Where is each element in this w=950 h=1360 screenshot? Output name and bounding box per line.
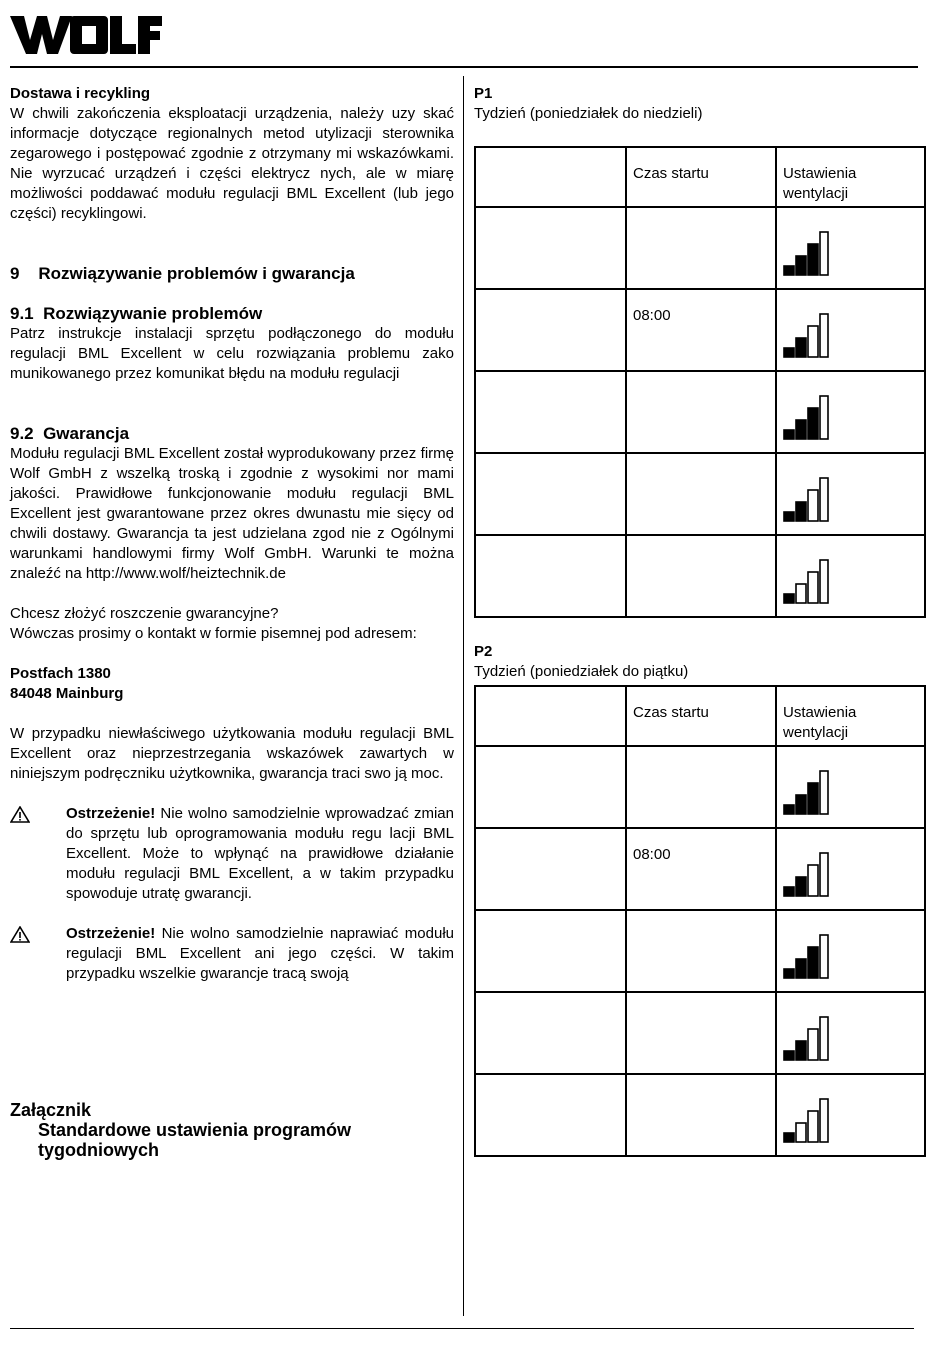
ventilation-bar	[820, 853, 828, 896]
text-line: W przypadku niewłaściwego użytkowania modułu regulacji	[10, 725, 416, 742]
ventilation-bar	[808, 244, 818, 275]
start-time-cell	[626, 535, 776, 617]
header-vent-line: Ustawienia	[783, 165, 857, 182]
text-line: lacji BML Excellent. Może to wpłynąć na prawidłowe	[66, 825, 454, 862]
day-cell	[475, 828, 626, 910]
table-row	[475, 1074, 925, 1156]
text-line: takim przypadku wszelkie gwarancje tracą swoją	[66, 945, 454, 982]
section-9-2-title: 9.2 Gwarancja	[10, 424, 130, 443]
warning-icon	[10, 926, 30, 943]
program-subtitle: Tydzień (poniedziałek do niedzieli)	[474, 105, 703, 122]
ventilation-level-icon	[783, 476, 831, 524]
header-cell-day	[475, 147, 626, 207]
text-line: regulacji BML Excellent w celu rozwiązania problemu zako	[10, 345, 454, 362]
ventilation-bar	[820, 771, 828, 814]
ventilation-cell	[776, 371, 925, 453]
table-row	[475, 289, 925, 371]
address	[10, 664, 454, 704]
p1-table	[474, 146, 926, 618]
ventilation-bar	[784, 1133, 794, 1142]
p2-table	[474, 685, 926, 1157]
annex-subtitle: tygodniowych	[38, 1140, 159, 1160]
ventilation-bar	[796, 502, 806, 521]
ventilation-bar	[808, 865, 818, 896]
bottom-rule	[10, 1328, 914, 1329]
day-cell	[475, 453, 626, 535]
day-cell	[475, 289, 626, 371]
ventilation-bar	[808, 408, 818, 439]
ventilation-level-icon	[783, 769, 831, 817]
ventilation-level-icon	[783, 933, 831, 981]
ventilation-bar	[784, 805, 794, 814]
start-time-cell	[626, 910, 776, 992]
text-line: sterownika zegarowego i postępować zgodnie z otrzymany	[10, 125, 455, 162]
start-time-cell	[626, 207, 776, 289]
text-line: Postfach 1380	[10, 665, 111, 682]
ventilation-bar	[784, 430, 794, 439]
program-subtitle: Tydzień (poniedziałek do piątku)	[474, 663, 689, 680]
ventilation-bar	[808, 326, 818, 357]
ventilation-bar	[796, 959, 806, 978]
ventilation-bar	[820, 1017, 828, 1060]
ventilation-cell	[776, 535, 925, 617]
ventilation-bar	[820, 478, 828, 521]
text-line: Nie wolno samodzielnie wprowadzać	[155, 805, 409, 822]
program-title: P2	[474, 643, 493, 660]
table-row	[475, 453, 925, 535]
ventilation-bar	[796, 584, 806, 603]
text-line: nie z Ogólnymi warunkami handlowymi firmy Wolf GmbH.	[10, 525, 454, 562]
table-header-row	[475, 147, 925, 207]
table-header-row	[475, 686, 925, 746]
ventilation-bar	[820, 232, 828, 275]
ventilation-level-icon	[783, 230, 831, 278]
annex-heading	[10, 1100, 351, 1160]
ventilation-bar	[784, 969, 794, 978]
warning-label: Ostrzeżenie!	[66, 805, 156, 822]
header-cell-day	[475, 686, 626, 746]
ventilation-bar	[796, 795, 806, 814]
ventilation-bar	[796, 877, 806, 896]
text-line: ją moc.	[395, 765, 444, 782]
ventilation-bar	[808, 783, 818, 814]
ventilation-cell	[776, 910, 925, 992]
text-line: Wówczas prosimy o kontakt w formie pisemnej pod adresem:	[10, 625, 417, 642]
recycling-title: Dostawa i recykling	[10, 85, 151, 102]
start-time-cell	[626, 1074, 776, 1156]
table-row	[475, 746, 925, 828]
text-line: firmę Wolf GmbH z wszelką troską i zgodnie z wysokimi nor	[10, 445, 454, 482]
ventilation-cell	[776, 453, 925, 535]
section-9-1-title: 9.1 Rozwiązywanie problemów	[10, 304, 263, 323]
wolf-logo	[10, 14, 162, 56]
section-9-title: 9 Rozwiązywanie problemów i gwarancja	[10, 264, 355, 283]
ventilation-level-icon	[783, 394, 831, 442]
ventilation-bar	[796, 1041, 806, 1060]
ventilation-bar	[820, 560, 828, 603]
section-9-2-text	[10, 444, 454, 584]
ventilation-bar	[820, 314, 828, 357]
annex-subtitle: Standardowe ustawienia programów	[38, 1120, 352, 1140]
program-title: P1	[474, 85, 493, 102]
ventilation-bar	[784, 887, 794, 896]
start-time-cell	[626, 746, 776, 828]
day-cell	[475, 1074, 626, 1156]
header-vent-line: Ustawienia	[783, 704, 857, 721]
table-row	[475, 371, 925, 453]
ventilation-bar	[796, 338, 806, 357]
day-cell	[475, 992, 626, 1074]
column-divider	[463, 76, 464, 1316]
table-row	[475, 992, 925, 1074]
top-rule	[10, 66, 918, 68]
ventilation-bar	[820, 396, 828, 439]
ventilation-level-icon	[783, 1015, 831, 1063]
ventilation-cell	[776, 746, 925, 828]
ventilation-bar	[784, 512, 794, 521]
text-line: mami jakości. Prawidłowe funkcjonowanie modułu regulacji	[10, 465, 454, 502]
claim-text	[10, 604, 454, 644]
text-line: mi wskazówkami. Nie wyrzucać urządzeń i części elektrycz	[10, 145, 454, 182]
text-line: skać informacje dotyczące regionalnych metod utylizacji	[10, 105, 454, 142]
misuse-text	[10, 724, 454, 784]
ventilation-cell	[776, 828, 925, 910]
ventilation-bar	[796, 256, 806, 275]
day-cell	[475, 207, 626, 289]
ventilation-bar	[808, 490, 818, 521]
header-cell-start: Czas startu	[626, 686, 776, 746]
start-time-cell: 08:00	[626, 828, 776, 910]
text-line: Modułu regulacji BML Excellent został wyprodukowany przez	[10, 445, 417, 462]
section-9-1-text	[10, 324, 454, 384]
table-row	[475, 207, 925, 289]
warning-1	[10, 804, 454, 904]
p2-heading	[474, 642, 926, 682]
text-line: Nie wolno samodzielnie naprawiać	[155, 925, 399, 942]
warning-2	[10, 924, 454, 984]
table-row	[475, 535, 925, 617]
ventilation-cell	[776, 207, 925, 289]
start-time-cell	[626, 992, 776, 1074]
start-time-cell: 08:00	[626, 289, 776, 371]
text-line: 84048 Mainburg	[10, 685, 124, 702]
text-line: sięcy od chwili dostawy. Gwarancja ta jest udzielana zgod	[10, 505, 454, 542]
ventilation-level-icon	[783, 851, 831, 899]
ventilation-level-icon	[783, 1097, 831, 1145]
ventilation-bar	[820, 935, 828, 978]
start-time-cell	[626, 371, 776, 453]
text-line: BML Excellent oraz nieprzestrzegania wskazówek zawartych	[10, 725, 454, 762]
start-time-cell	[626, 453, 776, 535]
day-cell	[475, 371, 626, 453]
ventilation-bar	[796, 1123, 806, 1142]
text-line: działanie modułu regulacji BML Excellent, a w takim	[66, 845, 454, 882]
ventilation-bar	[784, 1051, 794, 1060]
header-cell-vent	[776, 147, 925, 207]
text-line: nych, ale w miarę możliwości poddawać modułu regulacji	[10, 165, 454, 202]
text-line: przypadku spowoduje utratę gwarancji.	[66, 865, 454, 902]
ventilation-level-icon	[783, 558, 831, 606]
table-row	[475, 910, 925, 992]
text-line: Patrz instrukcje instalacji sprzętu podłączonego do modułu	[10, 325, 454, 342]
ventilation-bar	[808, 1029, 818, 1060]
left-column	[10, 84, 454, 984]
text-line: W chwili zakończenia eksploatacji urządzenia, należy uzy	[10, 105, 416, 122]
text-line: BML Excellent (lub jego części) recyklingowi.	[10, 185, 454, 222]
ventilation-bar	[808, 947, 818, 978]
text-line: Chcesz złożyć roszczenie gwarancyjne?	[10, 605, 279, 622]
ventilation-cell	[776, 1074, 925, 1156]
text-line: BML Excellent jest gwarantowane przez okres dwunastu mie	[10, 485, 454, 522]
text-line: Warunki te można znaleźć na http://www.wolf/heiztechnik.de	[10, 545, 455, 582]
ventilation-bar	[820, 1099, 828, 1142]
day-cell	[475, 535, 626, 617]
text-line: modułu regulacji BML Excellent ani jego części. W	[66, 925, 454, 962]
ventilation-bar	[784, 594, 794, 603]
header-cell-start: Czas startu	[626, 147, 776, 207]
ventilation-cell	[776, 289, 925, 371]
header-vent-line: wentylacji	[783, 185, 849, 202]
ventilation-level-icon	[783, 312, 831, 360]
ventilation-bar	[784, 266, 794, 275]
ventilation-bar	[808, 1111, 818, 1142]
day-cell	[475, 910, 626, 992]
recycling-text	[10, 104, 454, 224]
warning-label: Ostrzeżenie!	[66, 925, 156, 942]
ventilation-bar	[784, 348, 794, 357]
text-line: zmian do sprzętu lub oprogramowania modułu regu	[66, 805, 454, 842]
table-row	[475, 828, 925, 910]
warning-icon	[10, 806, 30, 823]
annex-title: Załącznik	[10, 1100, 92, 1120]
text-line: munikowanego przez komunikat błędu na modułu regulacji	[10, 365, 400, 382]
day-cell	[475, 746, 626, 828]
ventilation-cell	[776, 992, 925, 1074]
ventilation-bar	[796, 420, 806, 439]
ventilation-bar	[808, 572, 818, 603]
header-cell-vent	[776, 686, 925, 746]
p1-heading	[474, 84, 926, 124]
text-line: w niniejszym podręczniku użytkownika, gwarancja traci swo	[10, 745, 454, 782]
header-vent-line: wentylacji	[783, 724, 849, 741]
